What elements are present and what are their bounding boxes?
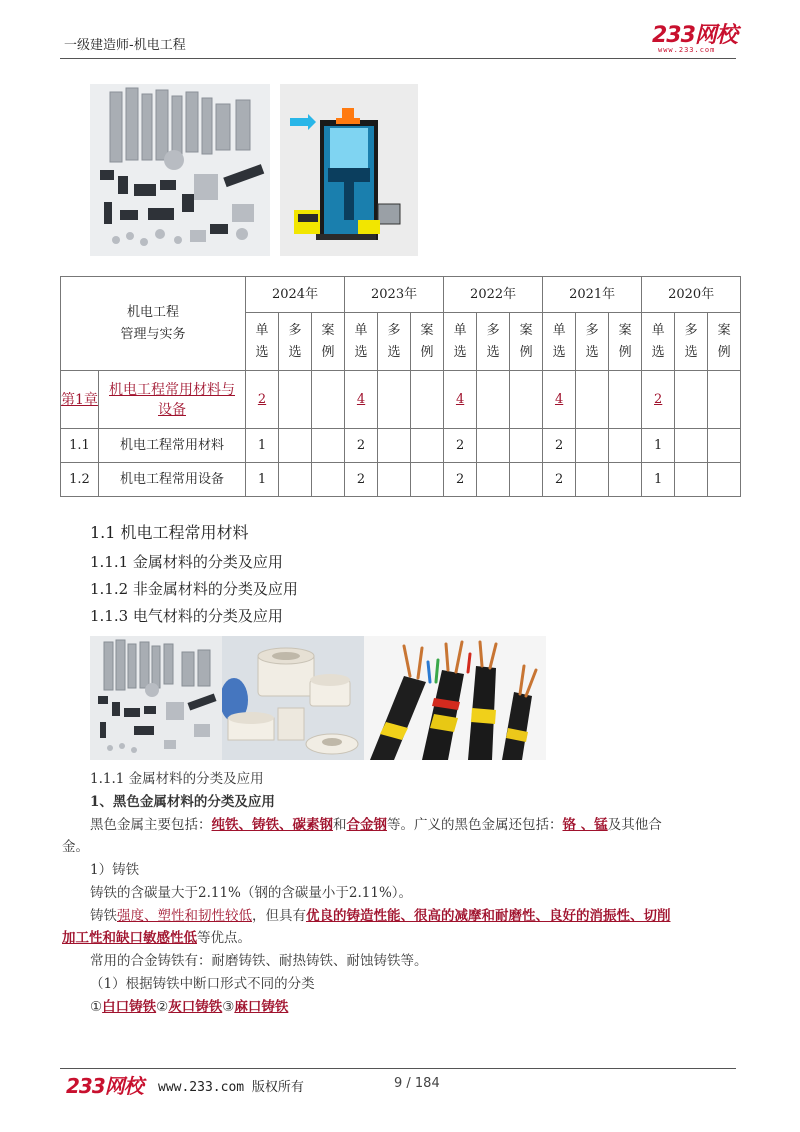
chapter-title-link[interactable]: 机电工程常用材料与设备 [99, 371, 246, 429]
footer-logo: 233网校 [66, 1074, 143, 1098]
subsection-heading: 1.1.2 非金属材料的分类及应用 [90, 580, 298, 598]
paragraph-classification: （1）根据铸铁中断口形式不同的分类 [90, 976, 315, 992]
question-type-header-row: 单 选 多 选 案 例 单 选 多 选 案 例 单 选 多 选 案 例 单 选 多 选 案 例 单 选 多 选 案 例 [61, 313, 741, 371]
year-header: 2024年 [246, 277, 345, 313]
subsection-heading: 1.1.3 电气材料的分类及应用 [90, 607, 283, 625]
keyword-highlight: 纯铁、铸铁、碳素钢 [211, 817, 333, 833]
header-divider [60, 58, 736, 59]
year-header: 2021年 [543, 277, 642, 313]
keyword-highlight: 白口铸铁 [102, 999, 157, 1015]
ceramic-parts-image [222, 636, 364, 760]
footer-site[interactable]: www.233.com 版权所有 [158, 1080, 304, 1095]
body-heading-metal: 1.1.1 金属材料的分类及应用 [90, 771, 264, 787]
paragraph-cast-iron-properties: 铸铁强度、塑性和韧性较低，但具有优良的铸造性能、很高的减摩和耐磨性、良好的消振性、切削 [90, 908, 671, 924]
year-header: 2022年 [444, 277, 543, 313]
document-header-title: 一级建造师-机电工程 [64, 38, 186, 53]
paragraph-ferrous-metals: 黑色金属主要包括：纯铁、铸铁、碳素钢和合金钢等。广义的黑色金属还包括：铬 、锰及其他合 [90, 817, 662, 833]
brand-logo: 233网校 www.233.com [652, 23, 737, 54]
keyword-highlight: 合金钢 [346, 817, 387, 833]
subsection-heading: 1.1.1 金属材料的分类及应用 [90, 553, 283, 571]
keyword-highlight: 麻口铸铁 [234, 999, 289, 1015]
paragraph-alloy-cast-iron: 常用的合金铸铁有：耐磨铸铁、耐热铸铁、耐蚀铸铁等。 [90, 953, 428, 969]
pump-diagram-image [280, 84, 418, 256]
year-header: 2020年 [642, 277, 741, 313]
aluminum-profiles-image [90, 84, 270, 256]
paragraph-continuation: 加工性和缺口敏感性低等优点。 [62, 930, 251, 946]
paragraph-carbon-content: 铸铁的含碳量大于2.11%（钢的含碳量小于2.11%）。 [90, 885, 413, 901]
subheading-cast-iron: 1）铸铁 [90, 862, 140, 878]
keyword-highlight: 灰口铸铁 [168, 999, 223, 1015]
table-row-chapter-1[interactable]: 第1章 机电工程常用材料与设备 2 4 4 4 2 [61, 371, 741, 429]
body-heading-ferrous: 1、黑色金属材料的分类及应用 [90, 794, 275, 810]
keyword-highlight: 铬 、锰 [562, 817, 608, 833]
paragraph-continuation: 金。 [62, 839, 89, 855]
table-corner-cell: 机电工程 管理与实务 [61, 277, 246, 371]
table-row: 1.1 机电工程常用材料 1 2 2 2 1 [61, 429, 741, 463]
electric-cables-image [364, 636, 546, 760]
table-row: 1.2 机电工程常用设备 1 2 2 2 1 [61, 463, 741, 497]
keyword-highlight: 加工性和缺口敏感性低 [62, 930, 197, 946]
cast-iron-types-list: ①白口铸铁②灰口铸铁③麻口铸铁 [90, 999, 289, 1015]
keyword-highlight: 优良的铸造性能、很高的减摩和耐磨性、良好的消振性、切削 [306, 908, 671, 924]
exam-statistics-table [60, 276, 741, 497]
page-number: 9 / 184 [394, 1076, 440, 1091]
footer-divider [60, 1068, 736, 1069]
keyword-highlight: 强度、塑性和韧性较低 [117, 908, 252, 924]
chapter-number-link[interactable]: 第1章 [61, 371, 99, 429]
year-header: 2023年 [345, 277, 444, 313]
section-heading: 1.1 机电工程常用材料 [90, 523, 249, 542]
metal-parts-image [90, 636, 222, 760]
